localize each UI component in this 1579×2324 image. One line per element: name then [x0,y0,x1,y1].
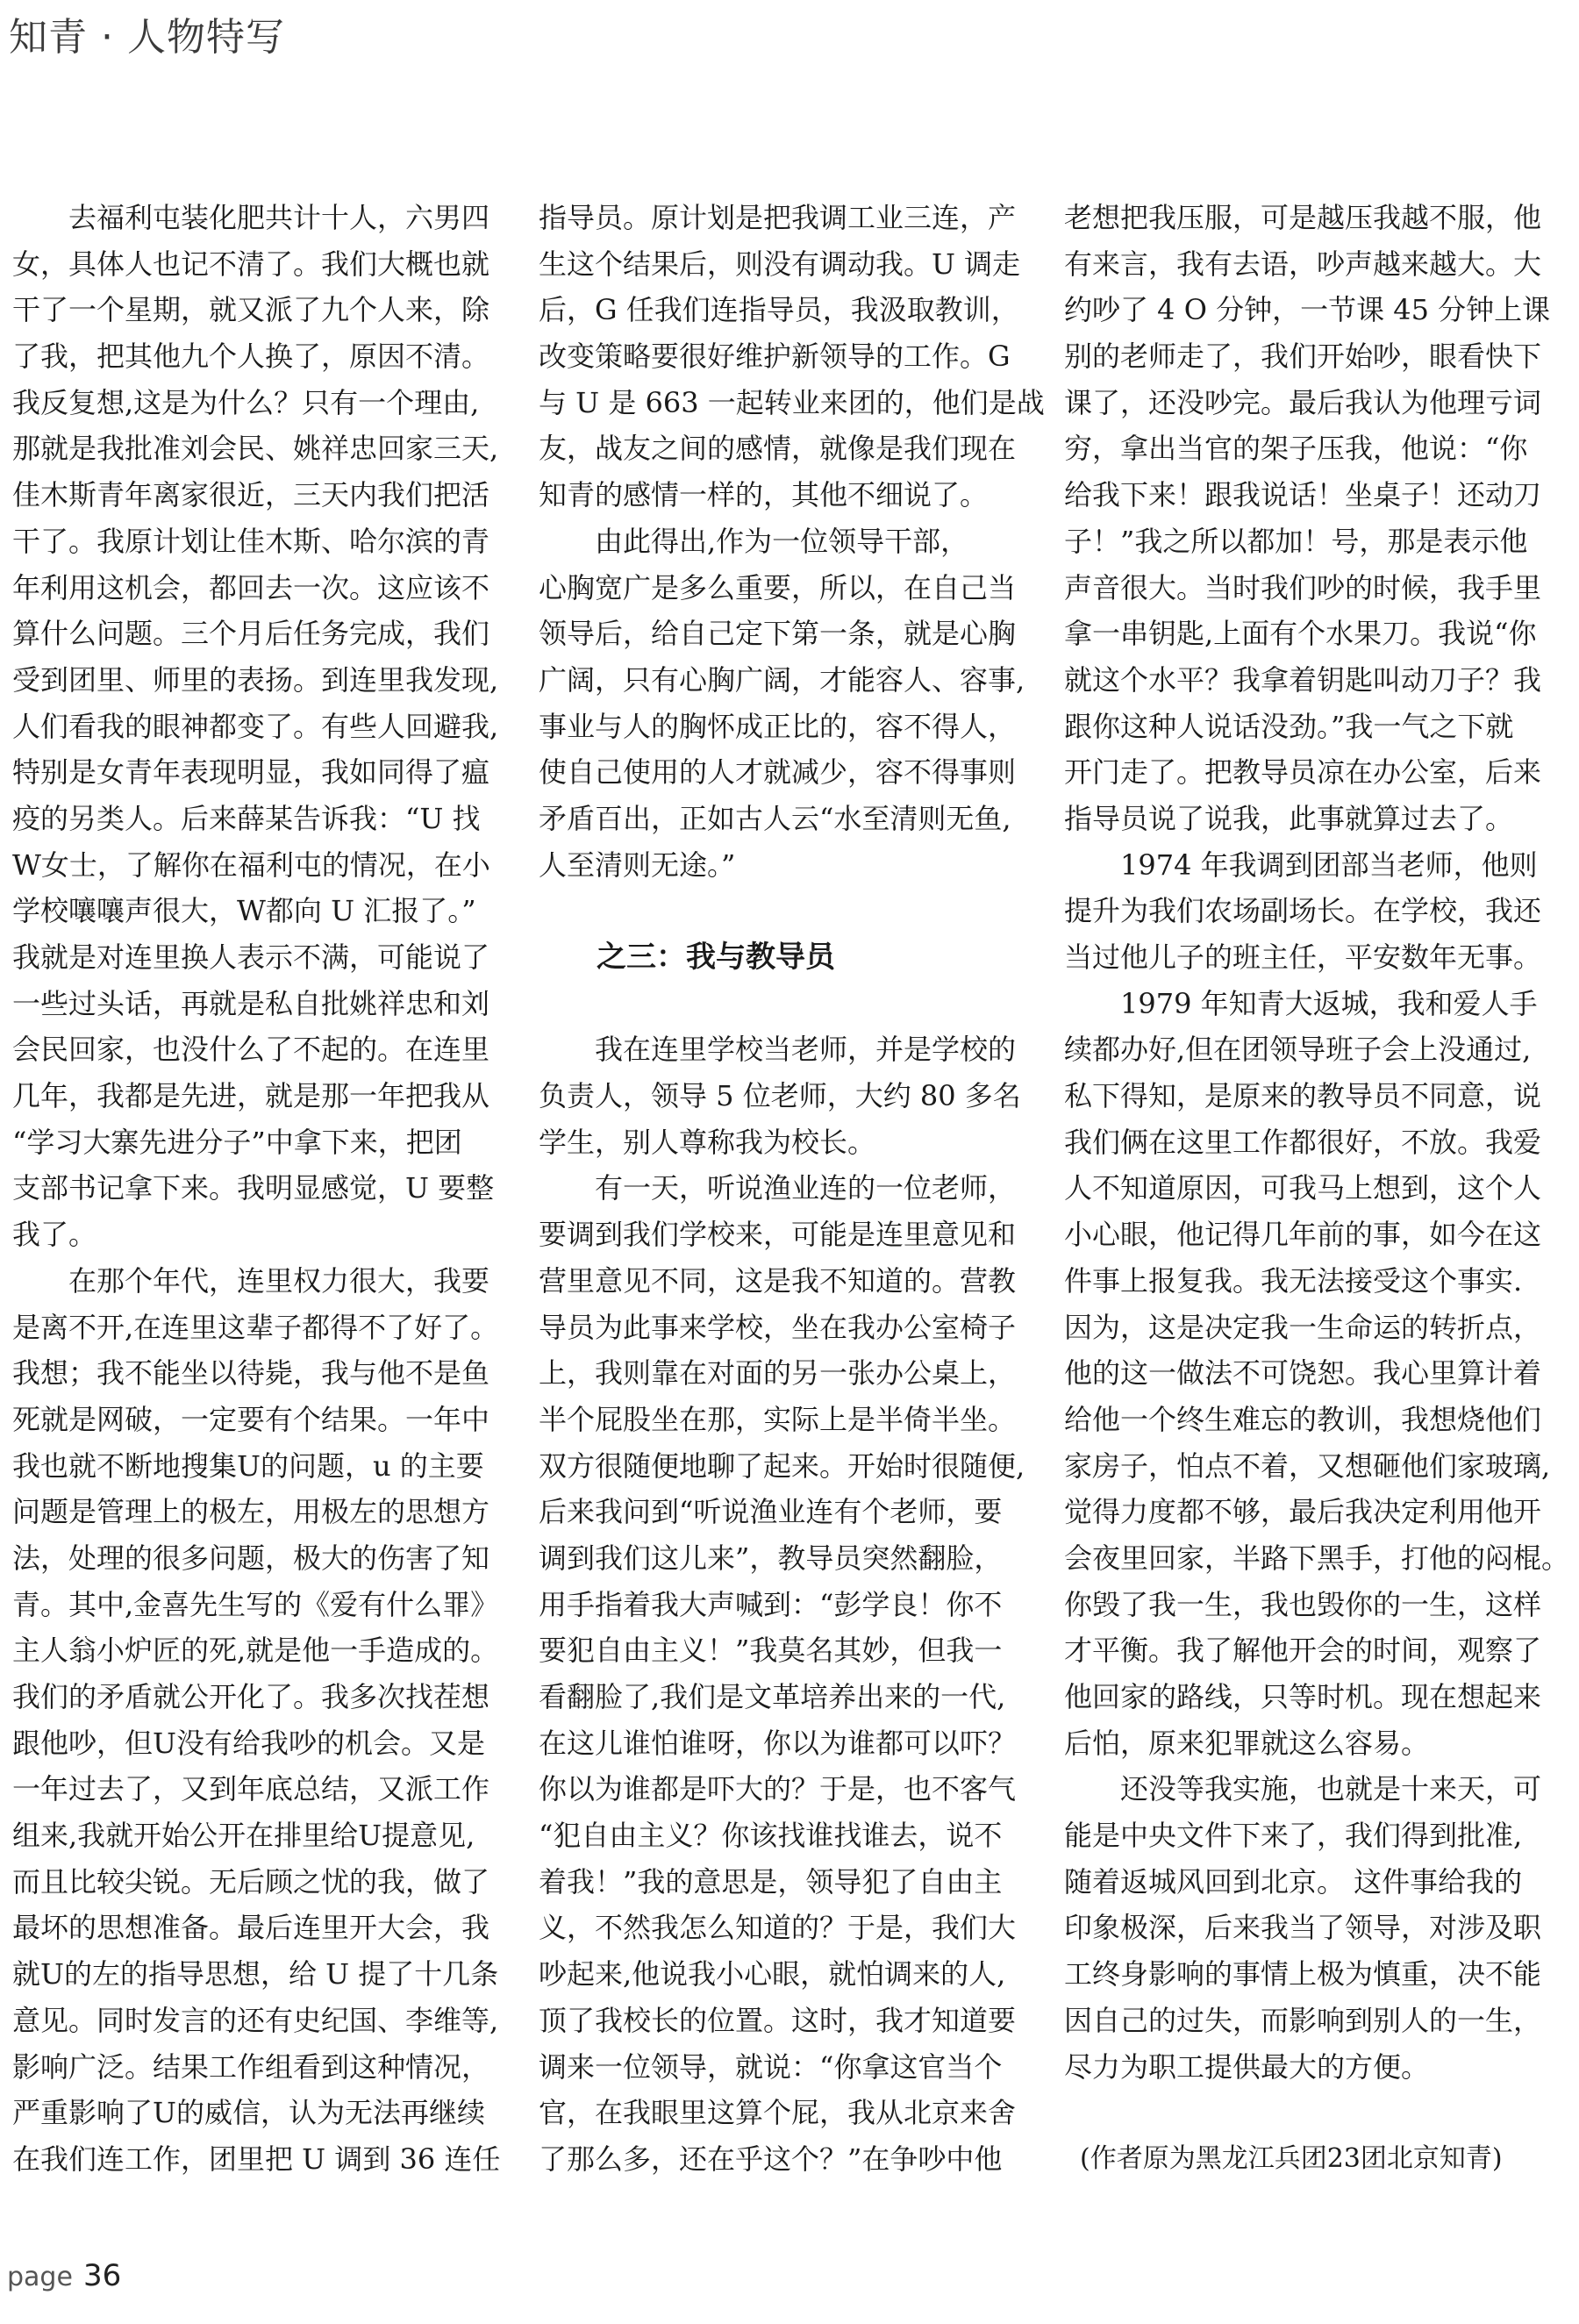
text-line: 他的这一做法不可饶恕。我心里算计着 [1064,1356,1542,1391]
text-line: 支部书记拿下来。我明显感觉，U 要整 [12,1171,495,1205]
text-line: 了我，把其他九个人换了，原因不清。 [12,340,490,374]
text-line: 指导员说了说我，此事就算过去了。 [1064,801,1514,835]
text-line: 我们俩在这里工作都很好，不放。我爱 [1064,1125,1542,1159]
text-line: 能是中央文件下来了，我们得到批准, [1064,1819,1523,1853]
text-line: 我想；我不能坐以待毙，我与他不是鱼 [12,1356,490,1391]
text-line: 青。其中,金喜先生写的《爱有什么罪》 [12,1587,499,1621]
text-line: 后怕，原来犯罪就这么容易。 [1064,1726,1430,1760]
text-line: 要犯自由主义！”我莫名其妙，但我一 [539,1634,1003,1668]
text-line: 跟他吵，但U没有给我吵的机会。又是 [12,1726,485,1760]
text-line: 学生，别人尊称我为校长。 [539,1125,876,1159]
text-line: 你毁了我一生，我也毁你的一生，这样 [1064,1587,1542,1621]
text-line: 一些过头话，再就是私自批姚祥忠和刘 [12,986,490,1020]
text-line: 因为，这是决定我一生命运的转折点， [1064,1310,1542,1344]
text-line: 去福利屯装化肥共计十人，六男四 [68,201,490,234]
text-line: 顶了我校长的位置。这时，我才知道要 [539,2003,1017,2037]
text-line: 我在连里学校当老师，并是学校的 [595,1033,1017,1067]
text-line: 生这个结果后，则没有调动我。U 调走 [539,247,1021,281]
text-line: 要调到我们学校来，可能是连里意见和 [539,1218,1017,1252]
text-line: 一年过去了，又到年底总结，又派工作 [12,1772,490,1806]
text-line: 改变策略要很好维护新领导的工作。G [539,340,1011,374]
text-line: 件事上报复我。我无法接受这个事实. [1064,1263,1523,1298]
text-line: 几年，我都是先进，就是那一年把我从 [12,1079,490,1113]
text-line: 看翻脸了,我们是文革培养出来的一代, [539,1680,1006,1713]
text-line: 会民回家，也没什么了不起的。在连里 [12,1033,490,1067]
text-line: 拿一串钥匙,上面有个水果刀。我说“你 [1064,617,1537,651]
text-line: 老想把我压服，可是越压我越不服，他 [1064,201,1542,234]
text-line: 就U的左的指导思想，给 U 提了十几条 [12,1957,499,1991]
text-line: 跟你这种人说话没劲。”我一气之下就 [1064,709,1514,743]
text-line: 穷，拿出当官的架子压我，他说：“你 [1064,432,1528,466]
text-line: 在这儿谁怕谁呀，你以为谁都可以吓？ [539,1726,1017,1760]
text-line: 死就是网破，一定要有个结果。一年中 [12,1402,490,1436]
text-line: 有来言，我有去语，吵声越来越大。大 [1064,247,1542,281]
text-line: 我了。 [12,1218,97,1252]
page-footer [7,2258,121,2293]
text-line: 组来,我就开始公开在排里给U提意见, [12,1819,475,1853]
text-line: 问题是管理上的极左，用极左的思想方 [12,1495,490,1529]
text-line: 干了。我原计划让佳木斯、哈尔滨的青 [12,524,490,558]
text-line: 觉得力度都不够，最后我决定利用他开 [1064,1495,1542,1529]
text-line: 调到我们这儿来”，教导员突然翻脸， [539,1541,1003,1575]
text-line: 矛盾百出，正如古人云“水至清则无鱼, [539,801,1011,835]
text-line: 事业与人的胸怀成正比的，容不得人， [539,709,1017,743]
spacer [1064,2090,1579,2136]
text-line: 使自己使用的人才就减少，容不得事则 [539,755,1017,790]
text-line: 印象极深，后来我当了领导，对涉及职 [1064,1911,1542,1945]
text-line: 课了，还没吵完。最后我认为他理亏词 [1064,385,1542,419]
text-line: 我反复想,这是为什么？只有一个理由, [12,385,480,419]
text-line: 与 U 是 663 一起转业来团的，他们是战 [539,385,1045,419]
text-line: 影响广泛。结果工作组看到这种情况， [12,2049,490,2084]
text-line: 指导员。原计划是把我调工业三连，产 [539,201,1017,234]
text-line: 还没等我实施，也就是十来天，可 [1120,1772,1542,1806]
text-line: 领导后，给自己定下第一条，就是心胸 [539,617,1017,651]
page-number: 36 [82,2258,122,2293]
text-line: 因自己的过失，而影响到别人的一生， [1064,2003,1542,2037]
text-line: 工终身影响的事情上极为慎重，决不能 [1064,1957,1542,1991]
text-line: 女，具体人也记不清了。我们大概也就 [12,247,490,281]
text-line: W女士，了解你在福利屯的情况，在小 [12,847,490,882]
text-line: 提升为我们农场副场长。在学校，我还 [1064,894,1542,928]
text-line: 意见。同时发言的还有史纪国、李维等, [12,2003,499,2037]
text-line: 半个屁股坐在那，实际上是半倚半坐。 [539,1402,1017,1436]
text-line: 主人翁小炉匠的死,就是他一手造成的。 [12,1634,499,1668]
text-line: 广阔，只有心胸广阔，才能容人、容事, [539,662,1025,697]
text-line: 在我们连工作，团里把 U 调到 36 连任 [12,2142,501,2176]
text-line: 我就是对连里换人表示不满，可能说了 [12,940,490,974]
text-line: 才平衡。我了解他开会的时间，观察了 [1064,1634,1542,1668]
spacer [539,888,1056,934]
text-line: 当过他儿子的班主任，平安数年无事。 [1064,940,1542,974]
text-column-2 [539,195,1056,2183]
text-line: “学习大寨先进分子”中拿下来，把团 [12,1125,462,1159]
text-line: 最坏的思想准备。最后连里开大会，我 [12,1911,490,1945]
text-line: 1979 年知青大返城，我和爱人手 [1120,986,1538,1020]
text-line: 续都办好,但在团领导班子会上没通过, [1064,1033,1532,1067]
text-line: 尽力为职工提供最大的方便。 [1064,2049,1430,2084]
text-line: 会夜里回家，半路下黑手，打他的闷棍。 [1064,1541,1570,1575]
text-line: 干了一个星期，就又派了九个人来，除 [12,293,490,327]
text-line: 上，我则靠在对面的另一张办公桌上， [539,1356,1017,1391]
text-line: 就这个水平？我拿着钥匙叫动刀子？我 [1064,662,1542,697]
text-line: 特别是女青年表现明显，我如同得了瘟 [12,755,490,790]
text-line: 义，不然我怎么知道的？于是，我们大 [539,1911,1017,1945]
text-line: 声音很大。当时我们吵的时候，我手里 [1064,570,1542,604]
text-line: 由此得出,作为一位领导干部， [595,524,969,558]
text-line: 我们的矛盾就公开化了。我多次找茬想 [12,1680,490,1713]
text-column-1 [12,195,530,2183]
text-line: 官，在我眼里这算个屁，我从北京来舍 [539,2096,1017,2130]
text-column-3 [1064,195,1579,2183]
text-line: 严重影响了U的威信，认为无法再继续 [12,2096,485,2130]
text-line: 私下得知，是原来的教导员不同意，说 [1064,1079,1542,1113]
text-line: 小心眼，他记得几年前的事，如今在这 [1064,1218,1542,1252]
text-line: 那就是我批准刘会民、姚祥忠回家三天, [12,432,499,466]
text-line: 家房子，怕点不着，又想砸他们家玻璃, [1064,1448,1551,1483]
text-line: 而且比较尖锐。无后顾之忧的我，做了 [12,1864,490,1899]
text-line: 我也就不断地搜集U的问题，u 的主要 [12,1448,484,1483]
text-line: 算什么问题。三个月后任务完成，我们 [12,617,490,651]
text-line: 你以为谁都是吓大的？于是，也不客气 [539,1772,1017,1806]
author-note: (作者原为黑龙江兵团23团北京知青) [1080,2142,1503,2174]
text-line: 友，战友之间的感情，就像是我们现在 [539,432,1017,466]
section-title: 之三：我与教导员 [597,940,835,975]
text-line: 子！”我之所以都加！号，那是表示他 [1064,524,1528,558]
text-line: 吵起来,他说我小心眼，就怕调来的人, [539,1957,1006,1991]
text-line: 人们看我的眼神都变了。有些人回避我, [12,709,499,743]
text-line: 别的老师走了，我们开始吵，眼看快下 [1064,340,1542,374]
text-line: 1974 年我调到团部当老师，他则 [1120,847,1538,882]
text-line: 后来我问到“听说渔业连有个老师，要 [539,1495,1003,1529]
text-line: 法，处理的很多问题，极大的伤害了知 [12,1541,490,1575]
text-line: 人至清则无途。” [539,847,736,882]
text-line: 用手指着我大声喊到：“彭学良！你不 [539,1587,1003,1621]
text-line: 开门走了。把教导员凉在办公室，后来 [1064,755,1542,790]
text-line: 随着返城风回到北京。 这件事给我的 [1064,1864,1523,1899]
text-line: 人不知道原因，可我马上想到，这个人 [1064,1171,1542,1205]
text-line: 调来一位领导，就说：“你拿这官当个 [539,2049,1003,2084]
text-line: 约吵了 4 O 分钟，一节课 45 分钟上课 [1064,293,1551,327]
text-line: 知青的感情一样的，其他不细说了。 [539,478,989,512]
text-line: 导员为此事来学校，坐在我办公室椅子 [539,1310,1017,1344]
text-line: 年利用这机会，都回去一次。这应该不 [12,570,490,604]
spacer [539,981,1056,1027]
text-line: 后，G 任我们连指导员，我汲取教训， [539,293,1019,327]
text-line: 佳木斯青年离家很近，三天内我们把活 [12,478,490,512]
text-line: 双方很随便地聊了起来。开始时很随便, [539,1448,1025,1483]
section-header: 知青 · 人物特写 [9,15,285,60]
text-line: 负责人，领导 5 位老师，大约 80 多名 [539,1079,1021,1113]
text-line: 着我！”我的意思是，领导犯了自由主 [539,1864,1003,1899]
text-line: 心胸宽广是多么重要，所以，在自己当 [539,570,1017,604]
text-line: 学校嚷嚷声很大，W都向 U 汇报了。” [12,894,476,928]
text-line: 了那么多，还在乎这个？”在争吵中他 [539,2142,1003,2176]
text-line: 营里意见不同，这是我不知道的。营教 [539,1263,1017,1298]
text-line: 受到团里、师里的表扬。到连里我发现, [12,662,499,697]
page-label: page [7,2262,73,2292]
text-line: 是离不开,在连里这辈子都得不了好了。 [12,1310,499,1344]
text-line: 给他一个终生难忘的教训，我想烧他们 [1064,1402,1542,1436]
text-line: 疫的另类人。后来薛某告诉我：“U 找 [12,801,481,835]
text-line: 他回家的路线，只等时机。现在想起来 [1064,1680,1542,1713]
text-line: “犯自由主义？你该找谁找谁去，说不 [539,1819,1003,1853]
text-line: 有一天，听说渔业连的一位老师， [595,1171,1017,1205]
text-line: 在那个年代，连里权力很大，我要 [68,1263,490,1298]
text-line: 给我下来！跟我说话！坐桌子！还动刀 [1064,478,1542,512]
